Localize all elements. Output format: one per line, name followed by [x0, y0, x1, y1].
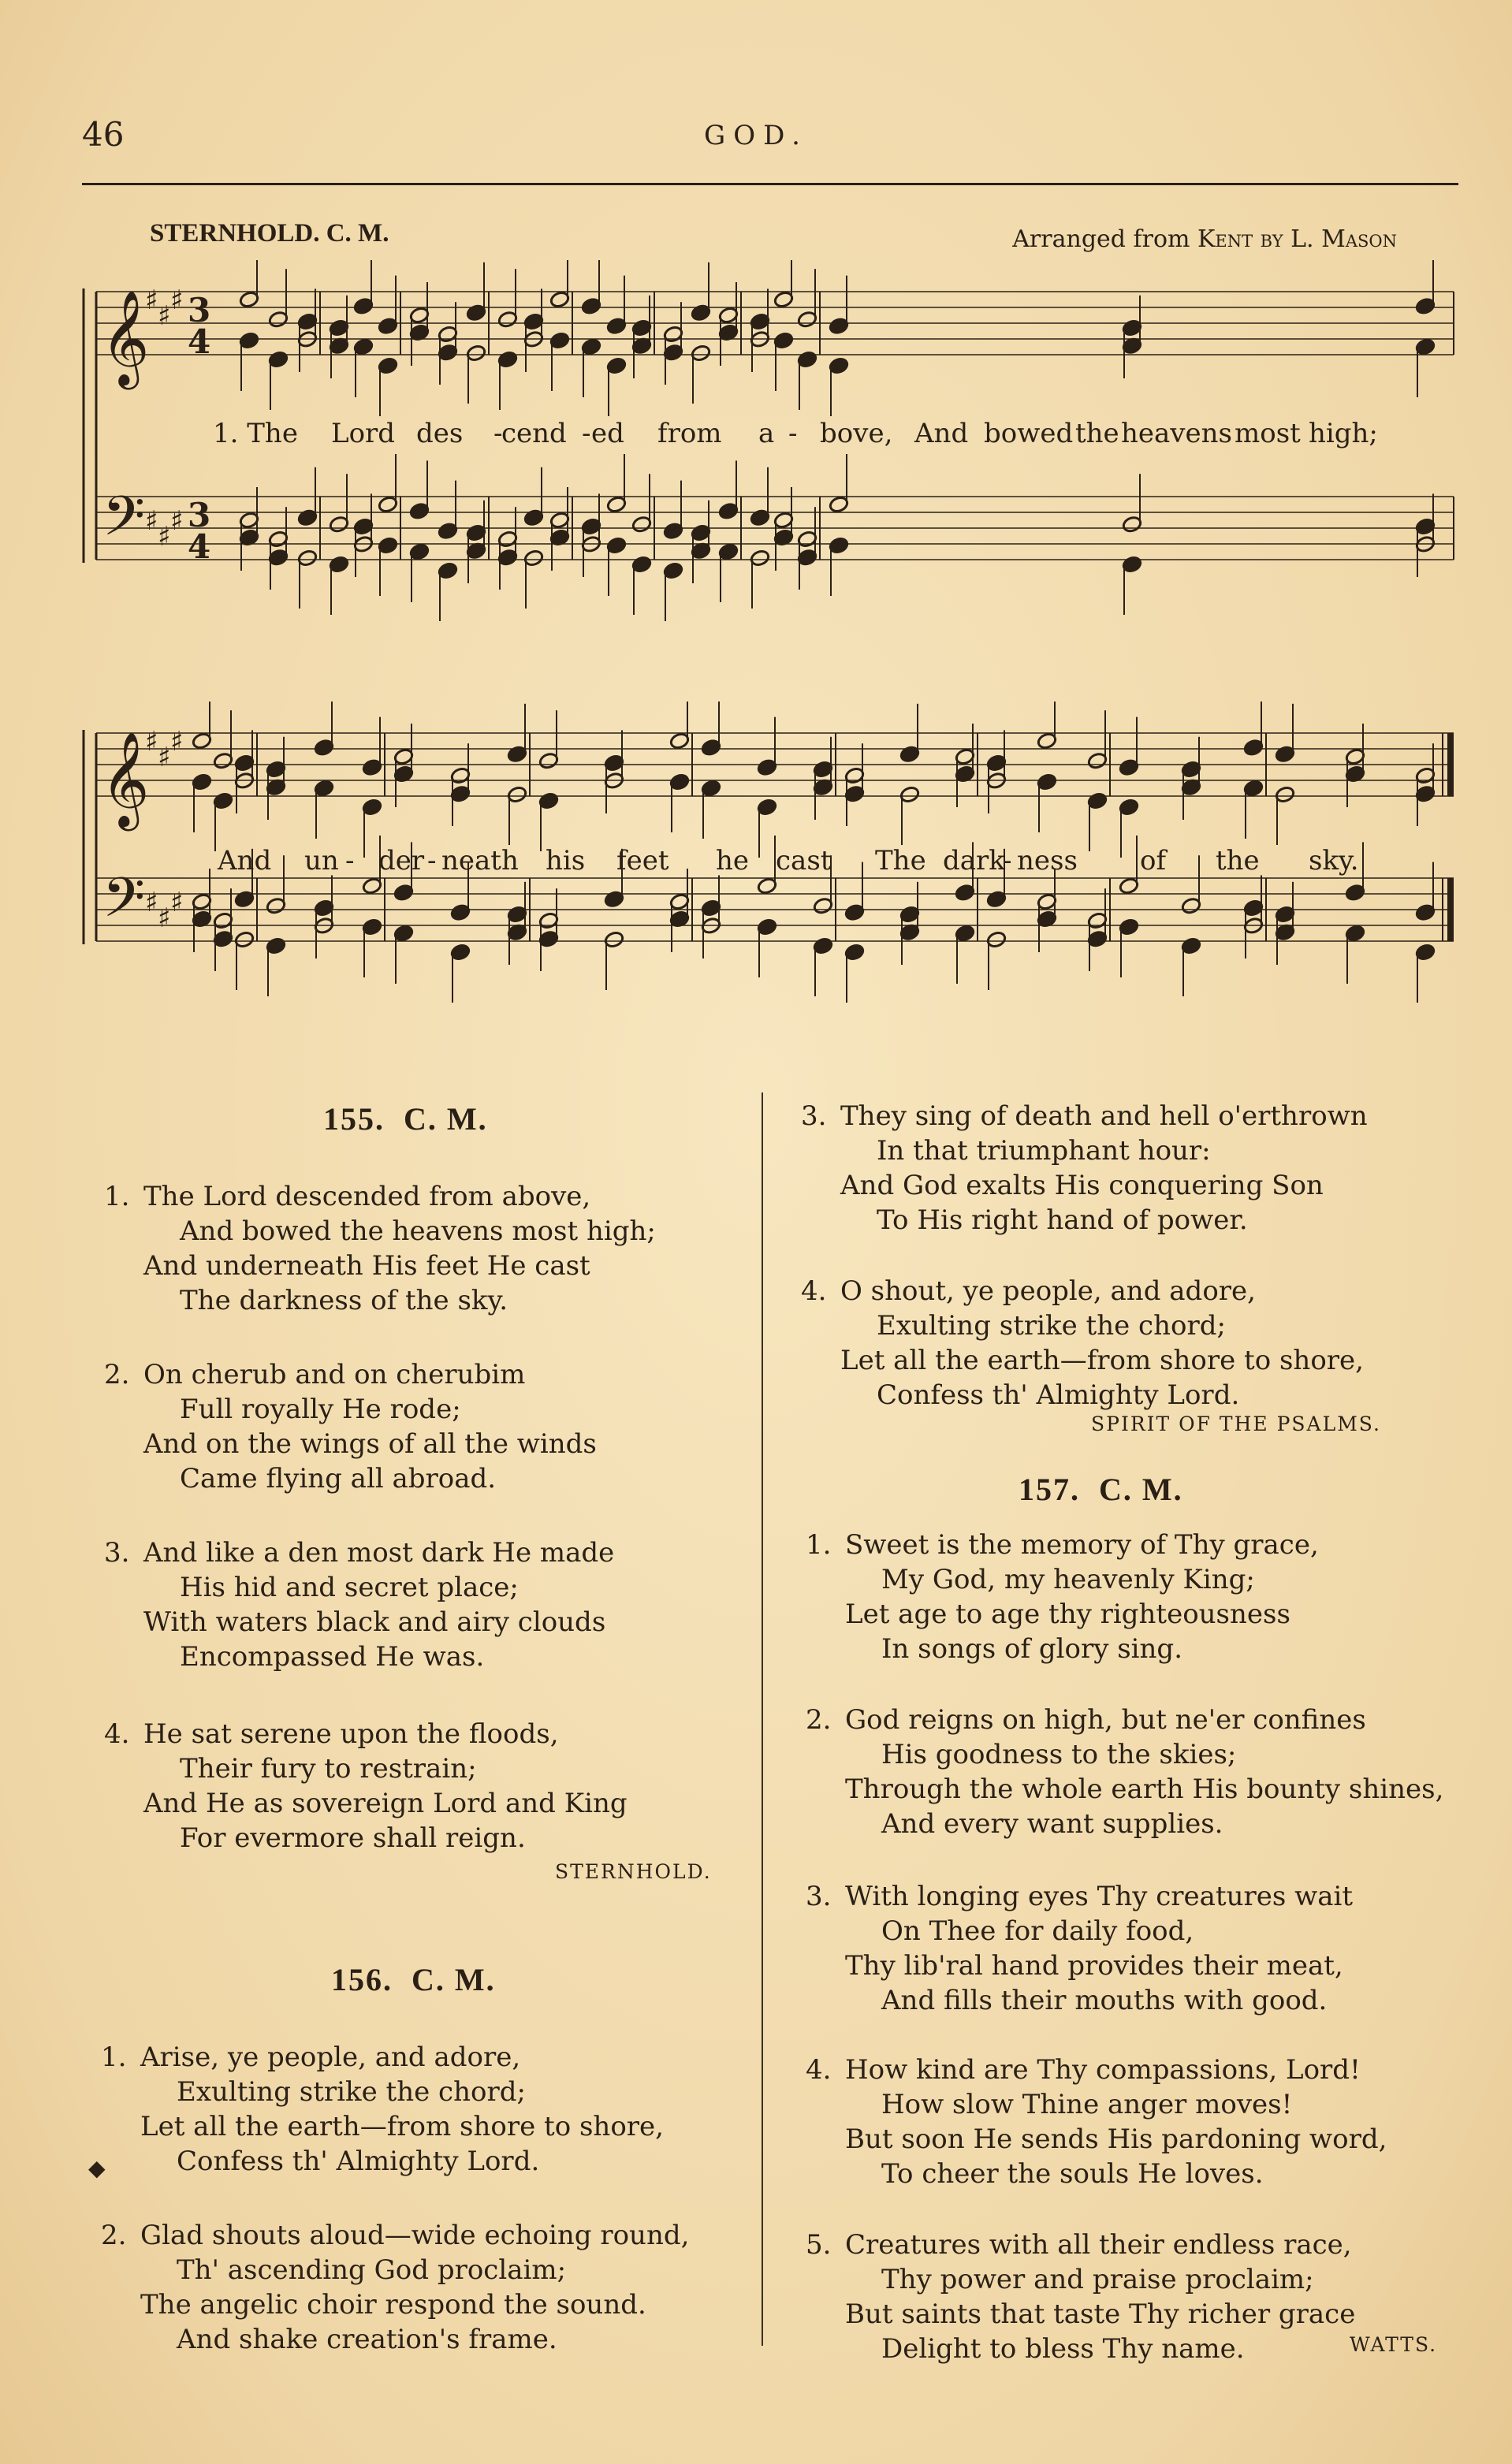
- verse-line: To cheer the souls He loves.: [881, 2158, 1264, 2190]
- sharp-sign: ♯: [145, 726, 158, 757]
- verse-line: Glad shouts aloud—wide echoing round,: [140, 2220, 690, 2251]
- stanza: [806, 1703, 1444, 1841]
- hymn-meter: C. M.: [404, 1101, 488, 1137]
- sharp-sign: ♯: [158, 300, 171, 332]
- verse-line: Th' ascending God proclaim;: [177, 2254, 567, 2286]
- verse-line: And on the wings of all the winds: [143, 1428, 597, 1460]
- sharp-sign: ♯: [145, 285, 158, 316]
- verse-line: And underneath His feet He cast: [143, 1250, 590, 1282]
- lyric-syllable: of: [1140, 845, 1167, 877]
- page-number: 46: [82, 115, 125, 154]
- verse-line: With waters black and airy clouds: [143, 1606, 606, 1638]
- running-head: GOD.: [704, 120, 808, 151]
- sharp-sign: ♯: [170, 285, 184, 316]
- stanza: [801, 1099, 1368, 1238]
- verse-line: But soon He sends His pardoning word,: [845, 2123, 1387, 2155]
- lyric-syllable: The: [875, 845, 926, 877]
- hymn-meter: C. M.: [412, 1962, 496, 1997]
- stanza: [806, 1528, 1319, 1666]
- lyric-syllable: And: [218, 845, 272, 877]
- verse-line: And shake creation's frame.: [177, 2324, 557, 2355]
- arranger-credit: [1012, 225, 1397, 253]
- stanza-number: 5.: [806, 2229, 832, 2261]
- lyric-syllable: -: [427, 845, 437, 877]
- hymn-number: 156.: [331, 1962, 393, 1997]
- verse-line: God reigns on high, but ne'er confines: [845, 1704, 1366, 1736]
- verse-line: Confess th' Almighty Lord.: [877, 1379, 1240, 1411]
- verse-line: Their fury to restrain;: [180, 1753, 477, 1785]
- verse-line: Let all the earth—from shore to shore,: [140, 2111, 664, 2142]
- sharp-sign: ♯: [170, 887, 184, 918]
- verse-line: But saints that taste Thy richer grace: [845, 2298, 1356, 2330]
- verse-line: And bowed the heavens most high;: [180, 1215, 656, 1247]
- arranger-names: Kent by L. Mason: [1197, 225, 1397, 253]
- stanza-number: 1.: [806, 1529, 832, 1561]
- lyric-syllable: -: [788, 418, 798, 449]
- verse-line: Came flying all abroad.: [180, 1463, 497, 1494]
- hymn-number: 157.: [1019, 1472, 1080, 1507]
- hymn-157-heading: [1019, 1471, 1183, 1508]
- verse-line: The Lord descended from above,: [143, 1181, 591, 1212]
- verse-line: How kind are Thy compassions, Lord!: [845, 2054, 1361, 2086]
- verse-line: And every want supplies.: [881, 1808, 1223, 1840]
- hymn-155-attribution: STERNHOLD.: [555, 1860, 712, 1883]
- verse-line: And fills their mouths with good.: [881, 1985, 1328, 2016]
- verse-line: With longing eyes Thy creatures wait: [845, 1881, 1354, 1912]
- stanza-number: 2.: [104, 1359, 130, 1390]
- hymn-156-heading: [331, 1961, 496, 1998]
- stanza-number: 2.: [806, 1704, 832, 1736]
- sharp-sign: ♯: [158, 521, 171, 553]
- lyric-syllable: ed: [591, 418, 624, 449]
- stanza: [104, 1535, 615, 1674]
- lyric-syllable: des: [416, 418, 464, 449]
- verse-line: He sat serene upon the floods,: [143, 1718, 559, 1750]
- hymn-157-attribution: WATTS.: [1350, 2333, 1438, 2356]
- stanza: [104, 1717, 628, 1855]
- ink-fleck-mark: ◆: [88, 2155, 106, 2181]
- verse-line: For evermore shall reign.: [180, 1822, 526, 1854]
- verse-line: Let all the earth—from shore to shore,: [840, 1345, 1364, 1376]
- verse-line: O shout, ye people, and adore,: [840, 1275, 1256, 1307]
- stanza-number: 2.: [101, 2220, 127, 2251]
- lyric-syllable: heavens: [1121, 418, 1232, 449]
- verse-line: Full royally He rode;: [180, 1394, 461, 1425]
- verse-line: And God exalts His conquering Son: [840, 1170, 1324, 1201]
- verse-line: On Thee for daily food,: [881, 1915, 1194, 1947]
- stanza: [801, 1274, 1364, 1413]
- verse-line: Sweet is the memory of Thy grace,: [845, 1529, 1319, 1561]
- verse-line: They sing of death and hell o'erthrown: [840, 1100, 1368, 1132]
- verse-line: Encompassed He was.: [180, 1641, 485, 1673]
- stanza-number: 3.: [801, 1100, 827, 1132]
- final-barline: [1447, 733, 1454, 796]
- sharp-sign: ♯: [170, 505, 184, 537]
- verse-line: Exulting strike the chord;: [177, 2076, 526, 2108]
- lyric-syllable: high;: [1309, 418, 1378, 449]
- stanza-number: 4.: [801, 1275, 827, 1307]
- verse-line: His hid and secret place;: [180, 1572, 519, 1603]
- lyric-syllable: der: [378, 845, 425, 877]
- verse-line: In songs of glory sing.: [881, 1633, 1183, 1665]
- stanza-number: 1.: [104, 1181, 130, 1212]
- lyric-syllable: -: [345, 845, 355, 877]
- lyric-syllable: bove,: [820, 418, 893, 449]
- verse-line: Thy power and praise proclaim;: [881, 2264, 1314, 2295]
- final-barline: [1447, 878, 1454, 941]
- time-signature: 4: [188, 322, 211, 361]
- verse-line: And He as sovereign Lord and King: [143, 1788, 628, 1819]
- verse-line: In that triumphant hour:: [877, 1135, 1211, 1167]
- stanza-number: 4.: [104, 1718, 130, 1750]
- bass-clef: 𝄢: [102, 865, 146, 943]
- lyric-syllable: -: [582, 418, 591, 449]
- tune-title: STERNHOLD. C. M.: [150, 219, 389, 248]
- lyric-syllable: cend: [501, 418, 567, 449]
- verse-line: And like a den most dark He made: [143, 1537, 615, 1569]
- hymn-156-attribution: SPIRIT OF THE PSALMS.: [1091, 1413, 1381, 1435]
- time-signature: 4: [188, 527, 211, 566]
- column-divider: [762, 1092, 763, 2346]
- treble-clef: 𝄞: [101, 731, 150, 827]
- stanza-number: 4.: [806, 2054, 832, 2086]
- sharp-sign: ♯: [145, 505, 158, 537]
- lyric-syllable: the: [1216, 845, 1260, 877]
- stanza: [806, 1879, 1354, 2018]
- bass-clef: 𝄢: [102, 484, 146, 561]
- stanza: [101, 2218, 690, 2357]
- lyric-syllable: -: [493, 418, 503, 449]
- hymn-number: 155.: [323, 1101, 385, 1137]
- lyric-syllable: his: [546, 845, 586, 877]
- lyric-syllable: a: [758, 418, 775, 449]
- verse-line: The angelic choir respond the sound.: [140, 2289, 646, 2321]
- lyric-syllable: bowed: [984, 418, 1074, 449]
- arranger-prefix: Arranged from: [1012, 225, 1198, 253]
- lyric-syllable: the: [1075, 418, 1119, 449]
- verse-line: To His right hand of power.: [877, 1204, 1248, 1236]
- lyric-syllable: cast: [776, 845, 832, 877]
- header-rule: [82, 183, 1458, 185]
- sharp-sign: ♯: [145, 887, 158, 918]
- lyric-syllable: And: [914, 418, 969, 449]
- verse-line: Arise, ye people, and adore,: [140, 2042, 521, 2073]
- lyric-syllable: he: [716, 845, 750, 877]
- verse-line: Thy lib'ral hand provides their meat,: [845, 1950, 1343, 1982]
- verse-line: Exulting strike the chord;: [877, 1310, 1226, 1342]
- sharp-sign: ♯: [158, 742, 171, 773]
- treble-clef: 𝄞: [101, 289, 150, 385]
- verse-line: On cherub and on cherubim: [143, 1359, 526, 1390]
- lyric-syllable: dark: [943, 845, 1005, 877]
- hymn-meter: C. M.: [1099, 1472, 1183, 1507]
- sharp-sign: ♯: [170, 726, 184, 757]
- lyric-syllable: un: [304, 845, 339, 877]
- stanza: [101, 2040, 664, 2179]
- verse-line: The darkness of the sky.: [180, 1285, 508, 1316]
- stanza: [104, 1357, 597, 1496]
- lyric-syllable: feet: [616, 845, 669, 877]
- stanza: [104, 1179, 656, 1318]
- verse-line: Creatures with all their endless race,: [845, 2229, 1352, 2261]
- lyric-syllable: ness: [1017, 845, 1078, 877]
- verse-line: His goodness to the skies;: [881, 1739, 1237, 1770]
- stanza: [806, 2053, 1387, 2191]
- stanza-number: 1.: [101, 2042, 127, 2073]
- verse-line: How slow Thine anger moves!: [881, 2089, 1293, 2120]
- time-signature: 3: [188, 291, 211, 329]
- time-signature: 3: [188, 496, 211, 534]
- sharp-sign: ♯: [158, 903, 171, 934]
- verse-line: Let age to age thy righteousness: [845, 1599, 1290, 1630]
- lyric-syllable: -: [1003, 845, 1012, 877]
- verse-line: Confess th' Almighty Lord.: [177, 2146, 540, 2177]
- verse-line: Delight to bless Thy name.: [881, 2333, 1245, 2365]
- lyric-syllable: neath: [441, 845, 519, 877]
- verse-line: My God, my heavenly King;: [881, 1564, 1255, 1595]
- lyric-syllable: from: [657, 418, 722, 449]
- lyric-syllable: most: [1235, 418, 1301, 449]
- hymn-155-heading: [323, 1100, 488, 1137]
- verse-line: Through the whole earth His bounty shines,: [845, 1774, 1444, 1805]
- stanza: [806, 2228, 1356, 2366]
- lyric-syllable: sky.: [1309, 845, 1359, 877]
- stanza-number: 3.: [104, 1537, 130, 1569]
- lyric-syllable: 1. The: [213, 418, 298, 449]
- lyric-syllable: Lord: [331, 418, 396, 449]
- stanza-number: 3.: [806, 1881, 832, 1912]
